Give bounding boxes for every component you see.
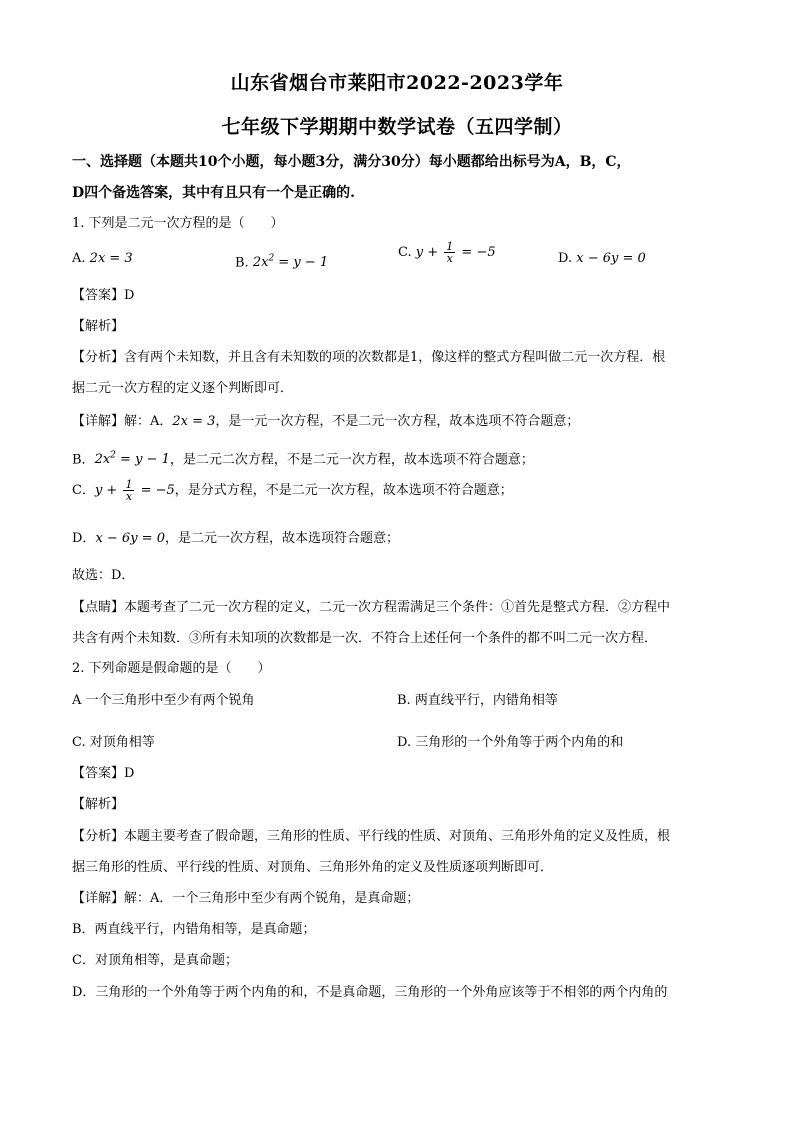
q1-stem: 1. 下列是二元一次方程的是（ ）: [72, 216, 284, 231]
q2-fenxi-1: 【分析】本题主要考查了假命题，三角形的性质、平行线的性质、对顶角、三角形外角的定义及性质，根: [72, 829, 671, 844]
q1-answer: 【答案】D: [72, 288, 135, 303]
q1-choose: 故选：D．: [72, 568, 135, 583]
q2-option-d: D. 三角形的一个外角等于两个内角的和: [397, 735, 624, 750]
q1-detail-b: B．$2x^2 = y - 1$，是二元二次方程，不是二元一次方程，故本选项不符合题意；: [72, 451, 534, 468]
section-heading-line-1: 一、选择题（本题共10个小题，每小题3分，满分30分）每小题都给出标号为A，B，C，: [72, 154, 631, 170]
q1-option-a: A. 2x = 3: [72, 251, 133, 266]
q1-fenxi-1: 【分析】含有两个未知数，并且含有未知数的项的次数都是1，像这样的整式方程叫做二元一次方程．根: [72, 350, 666, 365]
fraction: $\frac{1}{x}$: [446, 240, 454, 265]
q1-detail-c: C．y + $\frac{1}{x}$ = −5，是分式方程，不是二元一次方程，故本选项不符合题意；: [72, 479, 513, 503]
fraction: $\frac{1}{x}$: [125, 479, 133, 503]
q1-dianjing-2: 共含有两个未知数．③所有未知项的次数都是一次．不符合上述任何一个条件的都不叫二元一次方程．: [72, 631, 658, 646]
q1-option-b: B. $2x^2 = y - 1$: [235, 254, 329, 271]
title-line-1: 山东省烟台市莱阳市2022-2023学年: [230, 72, 564, 94]
q1-detail-a: 【详解】解：A．2x = 3，是一元一次方程，不是二元一次方程，故本选项不符合题意；: [72, 414, 580, 429]
q1-option-d: D. x − 6y = 0: [558, 251, 646, 266]
q1-option-c: C. y + $\frac{1}{x}$ = −5: [398, 240, 496, 265]
q2-analysis-head: 【解析】: [72, 797, 125, 812]
q2-fenxi-2: 据三角形的性质、平行线的性质、对顶角、三角形外角的定义及性质逐项判断即可．: [72, 860, 554, 875]
q2-detail-d: D．三角形的一个外角等于两个内角的和，不是真命题，三角形的一个外角应该等于不相邻的两个内角的: [72, 985, 668, 1000]
q2-answer: 【答案】D: [72, 766, 135, 781]
title-line-2: 七年级下学期期中数学试卷（五四学制）: [221, 116, 573, 138]
q1-fenxi-2: 据二元一次方程的定义逐个判断即可．: [72, 381, 294, 396]
q1-detail-d: D．x − 6y = 0，是二元一次方程，故本选项符合题意；: [72, 531, 399, 546]
q2-detail-c: C．对顶角相等，是真命题；: [72, 953, 238, 968]
section-heading-line-2: D四个备选答案，其中有且只有一个是正确的.: [72, 185, 356, 201]
q2-stem: 2. 下列命题是假命题的是（ ）: [72, 661, 271, 676]
q1-dianjing-1: 【点睛】本题考查了二元一次方程的定义，二元一次方程需满足三个条件：①首先是整式方程．②方程中: [72, 600, 671, 615]
q1-analysis-head: 【解析】: [72, 319, 125, 334]
q2-option-b: B. 两直线平行，内错角相等: [397, 693, 558, 708]
q2-option-c: C. 对顶角相等: [72, 735, 155, 750]
q2-detail-b: B．两直线平行，内错角相等，是真命题；: [72, 922, 316, 937]
q2-option-a: A 一个三角形中至少有两个锐角: [72, 693, 255, 708]
q2-detail-a: 【详解】解：A．一个三角形中至少有两个锐角，是真命题；: [72, 891, 420, 906]
